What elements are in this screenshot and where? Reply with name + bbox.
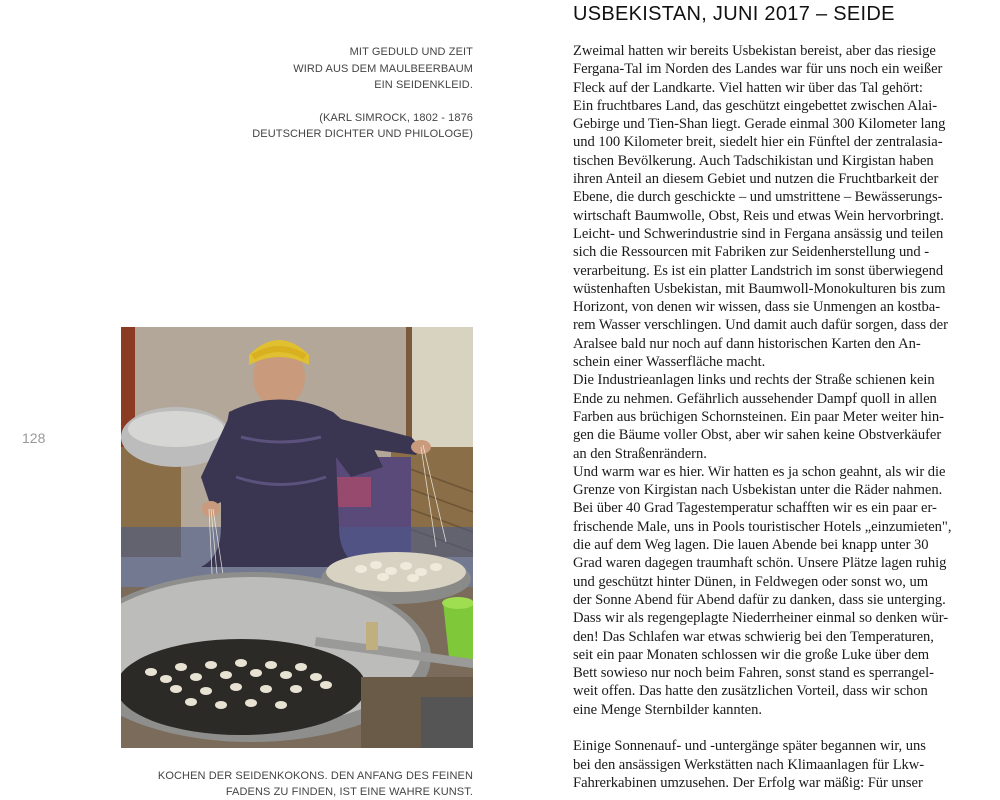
body-line: Grenze von Kirgistan nach Usbekistan unter die Räder nahmen. (573, 482, 943, 499)
body-line: frischende Male, uns in Pools touristischer Hotels „einzumieten", (573, 518, 952, 535)
body-line: und geschützt hinter Dünen, in Feldwegen oder sonst wo, um (573, 573, 928, 590)
body-line: Die Industrieanlagen links und rechts der Straße schienen kein (573, 372, 935, 389)
body-line: seit ein paar Monaten schlossen wir die große Luke über dem (573, 646, 930, 663)
body-line: verarbeitung. Es ist ein platter Landstrich im sonst überwiegend (573, 262, 944, 279)
body-line: wirtschaft Baumwolle, Obst, Reis und etwas Wein hervorbringt. (573, 207, 944, 224)
body-line: weit offen. Das hatte den zusätzlichen Vorteil, dass wir schon (573, 683, 928, 700)
chapter-heading: USBEKISTAN, JUNI 2017 – SEIDE (573, 3, 895, 25)
body-line: Dass wir als regengeplagte Niederrheiner einmal so denken wür- (573, 610, 949, 627)
body-line: Leicht- und Schwerindustrie sind in Fergana ansässig und teilen (573, 225, 944, 242)
epigraph-line: WIRD AUS DEM MAULBEERBAUM (293, 62, 473, 75)
body-line: Horizont, von denen wir wissen, dass sie Unmengen an kostba- (573, 299, 941, 316)
body-line: Zweimal hatten wir bereits Usbekistan bereist, aber das riesige (573, 43, 936, 59)
body-line: bei den ansässigen Werkstätten nach Klimaanlagen für Lkw- (573, 756, 925, 773)
body-line: der Sonne Abend für Abend dafür zu danken, dass sie unterging. (573, 591, 946, 608)
body-line: an den Straßenrändern. (573, 445, 707, 462)
body-line: gen die Bäume voller Obst, aber wir sahen keine Obstverkäufer (573, 427, 942, 444)
body-line: sich die Ressourcen mit Fabriken zur Seidenherstellung und - (573, 244, 930, 261)
epigraph-line: MIT GEDULD UND ZEIT (349, 46, 473, 58)
body-line: Fergana-Tal im Norden des Landes war für uns noch ein weißer (573, 61, 943, 78)
body-line: wüstenhaften Usbekistan, mit Baumwoll-Monokulturen bis zum (573, 280, 946, 297)
body-line: Ende zu nehmen. Gefährlich aussehender Dampf quoll in allen (573, 390, 937, 407)
body-line: eine Menge Sternbilder kannten. (573, 701, 762, 718)
body-line (573, 719, 993, 737)
body-line: Gebirge und Tien-Shan liegt. Gerade einmal 300 Kilometer lang (573, 116, 946, 133)
epigraph-attribution: (KARL SIMROCK, 1802 - 1876 (319, 111, 473, 124)
body-line: tischen Bevölkerung. Auch Tadschikistan und Kirgistan haben (573, 152, 934, 169)
page-number: 128 (22, 430, 46, 446)
body-text (573, 42, 993, 792)
body-line: Einige Sonnenauf- und -untergänge später begannen wir, uns (573, 738, 926, 755)
body-line: Aralsee bald nur noch auf dann historischen Karten den An- (573, 335, 921, 352)
body-line: die auf dem Weg lagen. Die lauen Abende bei knapp unter 30 (573, 537, 929, 554)
body-line: den! Das Schlafen war etwas schwierig bei den Temperaturen, (573, 628, 934, 645)
body-line: Farben aus brüchigen Schornsteinen. Ein paar Meter weiter hin- (573, 408, 944, 425)
photo-woman-boiling-silk-cocoons (121, 327, 473, 748)
body-line: Grad waren dagegen traumhaft schön. Unsere Plätze lagen ruhig (573, 555, 947, 572)
body-line: schein einer Wasserfläche macht. (573, 354, 766, 371)
body-line: Fahrerkabinen umzusehen. Der Erfolg war mäßig: Für unser (573, 774, 923, 791)
epigraph (133, 44, 473, 143)
caption-line: FADENS ZU FINDEN, IST EINE WAHRE KUNST. (225, 786, 473, 798)
body-line: Ein fruchtbares Land, das geschützt eingebettet zwischen Alai- (573, 97, 938, 114)
body-line: Bett sowieso nur noch beim Fahren, sonst stand es sperrangel- (573, 665, 934, 682)
photo-caption (113, 768, 473, 800)
body-line: Ebene, die durch geschickte – und umstrittene – Bewässerungs- (573, 189, 943, 206)
body-line: Und warm war es hier. Wir hatten es ja schon geahnt, als wir die (573, 463, 946, 480)
epigraph-attribution: DEUTSCHER DICHTER UND PHILOLOGE) (252, 128, 473, 140)
body-line: Bei über 40 Grad Tagestemperatur schafften wir es ein paar er- (573, 500, 937, 517)
body-line: und 100 Kilometer breit, siedelt hier ein Fünftel der zentralasia- (573, 134, 943, 151)
caption-line: KOCHEN DER SEIDENKOKONS. DEN ANFANG DES FEINEN (157, 770, 473, 782)
body-line: rem Wasser verschlingen. Und damit auch dafür sorgen, dass der (573, 317, 948, 334)
body-line: Fleck auf der Landkarte. Viel hatten wir über das Tal gehört: (573, 79, 923, 96)
epigraph-line: EIN SEIDENKLEID. (374, 79, 473, 91)
body-line: ihren Anteil an diesem Gebiet und nutzen die Fruchtbarkeit der (573, 171, 939, 188)
